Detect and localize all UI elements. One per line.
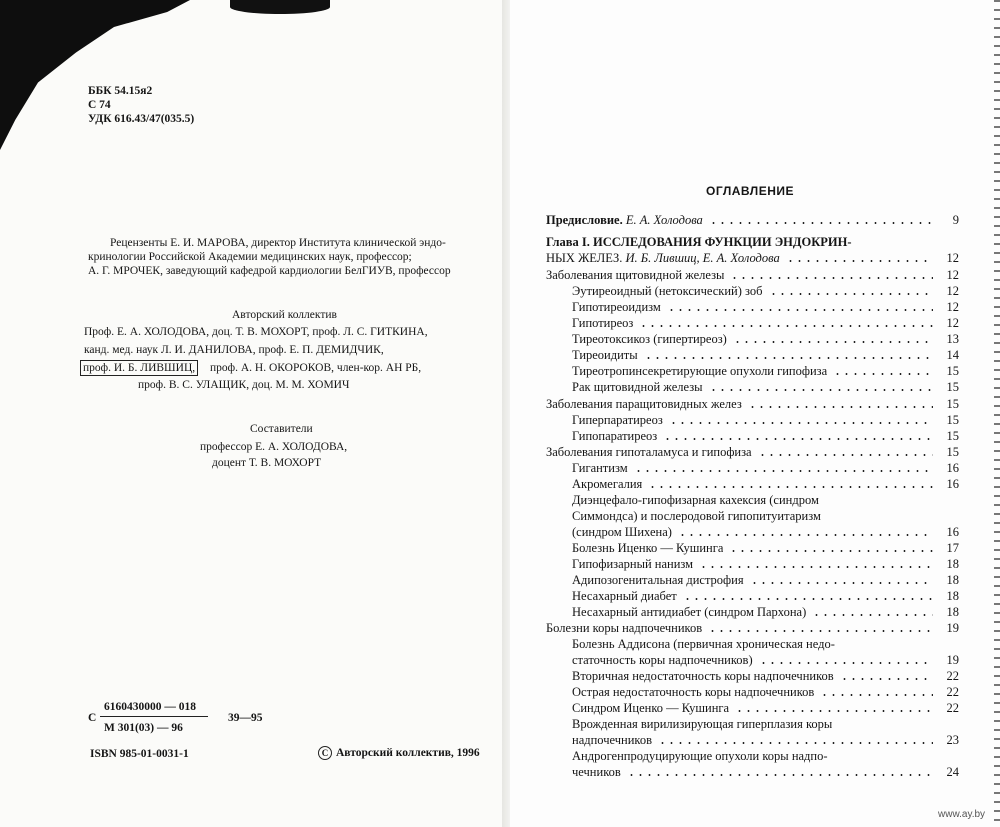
- toc-entry-title-text: Гипопаратиреоз: [572, 429, 658, 443]
- toc-entry-title-text: Акромегалия: [572, 477, 643, 491]
- toc-page-number: 16: [946, 477, 959, 491]
- toc-page-number: 15: [946, 429, 959, 443]
- toc-page-number: 24: [946, 765, 959, 779]
- toc-dot-leader: [678, 534, 933, 536]
- toc-entry: [546, 347, 959, 363]
- toc-entry-title: [572, 412, 663, 428]
- toc-entry-title-text: Диэнцефало-гипофизарная кахексия (синдром: [572, 493, 819, 507]
- toc-entry-title-text: Гипотиреоз: [572, 316, 634, 330]
- toc-entry-title-text: Острая недостаточность коры надпочечников: [572, 685, 815, 699]
- toc-dot-leader: [639, 325, 933, 327]
- toc-entry: [546, 716, 959, 732]
- toc-entry: [546, 396, 959, 412]
- catalog-numerator: 6160430000 — 018: [104, 701, 196, 713]
- toc-entry: [546, 684, 959, 700]
- toc-entry-title: [572, 732, 652, 748]
- toc-dot-leader: [748, 406, 933, 408]
- toc-entry-title: [546, 212, 703, 228]
- toc-page-number: 18: [946, 573, 959, 587]
- toc-entry-title: [572, 764, 621, 780]
- toc-entry: [546, 363, 959, 379]
- toc-dot-leader: [699, 566, 933, 568]
- toc-entry: [546, 331, 959, 347]
- author-mark: С 74: [88, 99, 111, 111]
- toc-dot-leader: [750, 582, 933, 584]
- toc-entry: [546, 748, 959, 764]
- toc-entry: [546, 476, 959, 492]
- toc-page-number: 9: [952, 213, 959, 227]
- toc-heading: ОГЛАВЛЕНИЕ: [706, 184, 795, 198]
- toc-dot-leader: [667, 309, 933, 311]
- toc-entry: [546, 283, 959, 299]
- toc-entry-title: [546, 396, 742, 412]
- watermark: www.ay.by: [938, 809, 986, 820]
- authors-line-3: проф. А. Н. ОКОРОКОВ, член-кор. АН РБ,: [210, 362, 422, 374]
- scan-edge: [994, 0, 1000, 827]
- toc-entry-author: Е. А. Холодова: [622, 213, 703, 227]
- toc-page-number: 15: [946, 413, 959, 427]
- toc-dot-leader: [833, 373, 933, 375]
- toc-entry-title-text: Болезнь Аддисона (первичная хроническая недо-: [572, 637, 835, 651]
- toc-dot-leader: [627, 774, 933, 776]
- toc-entry-title: [572, 331, 727, 347]
- toc-entry-title-text: Андрогенпродуцирующие опухоли коры надпо-: [572, 749, 828, 763]
- toc-entry-title: [572, 588, 677, 604]
- toc-entry-title-text: Тиреотоксикоз (гипертиреоз): [572, 332, 727, 346]
- toc-page-number: 12: [946, 284, 959, 298]
- toc-entry-title: [572, 748, 828, 764]
- toc-page-number: 22: [946, 685, 959, 699]
- toc-page-number: 18: [946, 589, 959, 603]
- toc-entry-title: [572, 347, 638, 363]
- toc-entry-title: [572, 299, 661, 315]
- toc-entry-title-text: статочность коры надпочечников): [572, 653, 753, 667]
- toc-dot-leader: [840, 678, 933, 680]
- toc-dot-leader: [786, 260, 933, 262]
- toc-entry-title: [572, 508, 821, 524]
- toc-page-number: 18: [946, 605, 959, 619]
- toc-entry-title: [572, 556, 693, 572]
- toc-entry: [546, 732, 959, 748]
- toc-dot-leader: [730, 277, 933, 279]
- toc-entry: [546, 588, 959, 604]
- toc-entry-title: [572, 460, 628, 476]
- reviewers-line-2: кринологии Российской Академии медицинских наук, профессор;: [88, 251, 412, 263]
- boxed-author: проф. И. Б. ЛИВШИЦ,: [80, 360, 198, 376]
- toc-entry-title-text: Несахарный диабет: [572, 589, 677, 603]
- toc-entry: [546, 299, 959, 315]
- toc-page-number: 16: [946, 525, 959, 539]
- toc-dot-leader: [812, 614, 933, 616]
- toc-page-number: 19: [946, 653, 959, 667]
- toc-entry: [546, 764, 959, 780]
- toc-dot-leader: [709, 222, 933, 224]
- toc-entry-title-text: Гипотиреоидизм: [572, 300, 661, 314]
- toc-entry: [546, 540, 959, 556]
- toc-dot-leader: [759, 662, 933, 664]
- authors-line-2: канд. мед. наук Л. И. ДАНИЛОВА, проф. Е. П. ДЕМИДЧИК,: [84, 344, 384, 356]
- toc-entry-title-text: Предисловие.: [546, 213, 623, 227]
- toc-entry-title-text: Глава I. ИССЛЕДОВАНИЯ ФУНКЦИИ ЭНДОКРИН-: [546, 235, 852, 249]
- toc-entry-title-text: Рак щитовидной железы: [572, 380, 703, 394]
- toc-entry-title-text: Несахарный антидиабет (синдром Пархона): [572, 605, 807, 619]
- toc-entry: [546, 636, 959, 652]
- toc-page-number: 12: [946, 251, 959, 265]
- toc-entry-title-text: Заболевания паращитовидных желез: [546, 397, 742, 411]
- toc-page-number: 15: [946, 397, 959, 411]
- toc-entry: [546, 412, 959, 428]
- toc-page-number: 15: [946, 445, 959, 459]
- toc-dot-leader: [758, 454, 933, 456]
- authors-line-4: проф. В. С. УЛАЩИК, доц. М. М. ХОМИЧ: [138, 379, 350, 391]
- toc-entry-title-text: Заболевания гипоталамуса и гипофиза: [546, 445, 752, 459]
- udk-code: УДК 616.43/47(035.5): [88, 113, 195, 125]
- toc-dot-leader: [729, 550, 933, 552]
- toc-dot-leader: [708, 630, 933, 632]
- toc-page-number: 17: [946, 541, 959, 555]
- toc-entry: [546, 572, 959, 588]
- copyright-icon: С: [318, 746, 332, 760]
- toc-entry-title-text: Гигантизм: [572, 461, 628, 475]
- toc-entry: [546, 700, 959, 716]
- toc-entry-title-text: надпочечников: [572, 733, 652, 747]
- toc-dot-leader: [658, 742, 933, 744]
- compilers-heading: Составители: [250, 423, 313, 435]
- right-page: [510, 0, 1000, 827]
- authors-heading: Авторский коллектив: [232, 309, 337, 321]
- toc-entry-title: [546, 250, 780, 266]
- toc-entry-title-text: Синдром Иценко — Кушинга: [572, 701, 730, 715]
- toc-entry-title: [572, 684, 814, 700]
- toc-entry: [546, 668, 959, 684]
- compiler-2: доцент Т. В. МОХОРТ: [212, 457, 322, 469]
- toc-entry-title-text: Тиреоидиты: [572, 348, 638, 362]
- toc-entry: [546, 267, 959, 283]
- toc-entry: [546, 620, 959, 636]
- toc-dot-leader: [709, 389, 933, 391]
- toc-dot-leader: [769, 293, 933, 295]
- toc-page-number: 18: [946, 557, 959, 571]
- toc-entry-title: [572, 428, 657, 444]
- toc-page-number: 19: [946, 621, 959, 635]
- toc-entry-title: [572, 492, 819, 508]
- toc-entry: [546, 492, 959, 508]
- toc-entry: [546, 234, 959, 250]
- toc-page-number: 22: [946, 669, 959, 683]
- reviewers-line-1: Рецензенты Е. И. МАРОВА, директор Института клинической эндо-: [110, 237, 446, 249]
- toc-dot-leader: [669, 422, 933, 424]
- toc-entry: [546, 604, 959, 620]
- toc-page-number: 12: [946, 300, 959, 314]
- reviewers-line-3: А. Г. МРОЧЕК, заведующий кафедрой кардиологии БелГИУВ, профессор: [88, 265, 451, 277]
- toc-entry-title: [572, 363, 827, 379]
- toc-entry: [546, 524, 959, 540]
- toc-entry: [546, 428, 959, 444]
- toc-entry: [546, 460, 959, 476]
- toc-entry: [546, 508, 959, 524]
- toc-dot-leader: [648, 486, 933, 488]
- toc-entry-title-text: Болезнь Иценко — Кушинга: [572, 541, 724, 555]
- toc-page-number: 12: [946, 268, 959, 282]
- toc-entry-title-text: НЫХ ЖЕЛЕЗ.: [546, 251, 623, 265]
- authors-line-1: Проф. Е. А. ХОЛОДОВА, доц. Т. В. МОХОРТ, проф. Л. С. ГИТКИНА,: [84, 326, 428, 338]
- toc-entry-title-text: Гипофизарный нанизм: [572, 557, 694, 571]
- catalog-fraction-line: [100, 716, 208, 717]
- toc-page-number: 22: [946, 701, 959, 715]
- toc-dot-leader: [820, 694, 933, 696]
- toc-entry-title-text: Симмондса) и послеродовой гипопитуитаризм: [572, 509, 821, 523]
- compiler-1: профессор Е. А. ХОЛОДОВА,: [200, 441, 348, 453]
- scan-shadow-top: [230, 0, 330, 14]
- catalog-letter: С: [88, 712, 97, 724]
- toc-entry-title: [546, 234, 852, 250]
- toc-entry-title-text: Болезни коры надпочечников: [546, 621, 703, 635]
- toc-page-number: 16: [946, 461, 959, 475]
- isbn: ISBN 985-01-0031-1: [90, 748, 189, 760]
- toc-dot-leader: [733, 341, 933, 343]
- toc-entry: [546, 444, 959, 460]
- toc-page-number: 15: [946, 380, 959, 394]
- toc-entry-title: [572, 700, 729, 716]
- toc-entry: [546, 212, 959, 228]
- toc-entry-title: [572, 283, 763, 299]
- toc-entry-title: [572, 604, 806, 620]
- toc-entry-title: [572, 572, 744, 588]
- catalog-denominator: М 301(03) — 96: [104, 722, 183, 734]
- toc-page-number: 12: [946, 316, 959, 330]
- toc-entry-title: [572, 315, 633, 331]
- toc-entry-title: [546, 444, 752, 460]
- toc-entry-title-text: чечников: [572, 765, 621, 779]
- toc-entry-title-text: Гиперпаратиреоз: [572, 413, 663, 427]
- toc-entry-title-text: Заболевания щитовидной железы: [546, 268, 725, 282]
- toc-entry-title-text: Вторичная недостаточность коры надпочечников: [572, 669, 834, 683]
- table-of-contents: [546, 212, 959, 779]
- toc-entry-title-text: Эутиреоидный (нетоксический) зоб: [572, 284, 763, 298]
- toc-entry-title: [572, 668, 834, 684]
- toc-page-number: 13: [946, 332, 959, 346]
- toc-dot-leader: [663, 438, 933, 440]
- toc-entry: [546, 250, 959, 266]
- toc-entry-title: [546, 267, 724, 283]
- toc-entry-title-text: Тиреотропинсекретирующие опухоли гипофиза: [572, 364, 828, 378]
- scan-shadow: [0, 0, 190, 150]
- copyright: [318, 746, 480, 760]
- toc-entry-title-text: Врожденная вирилизирующая гиперплазия коры: [572, 717, 833, 731]
- toc-entry-title: [572, 652, 753, 668]
- toc-entry-title: [572, 636, 835, 652]
- bbk-code: ББК 54.15я2: [88, 85, 153, 97]
- toc-dot-leader: [683, 598, 933, 600]
- toc-page-number: 15: [946, 364, 959, 378]
- toc-entry: [546, 652, 959, 668]
- toc-entry-title: [572, 524, 672, 540]
- toc-entry-title: [572, 716, 832, 732]
- toc-entry: [546, 379, 959, 395]
- toc-dot-leader: [644, 357, 933, 359]
- toc-entry-author: И. Б. Лившиц, Е. А. Холодова: [622, 251, 780, 265]
- copyright-text: Авторский коллектив, 1996: [336, 747, 480, 759]
- toc-entry-title-text: (синдром Шихена): [572, 525, 672, 539]
- toc-entry-title: [572, 540, 723, 556]
- toc-entry-title: [572, 379, 703, 395]
- toc-entry-title-text: Адипозогенитальная дистрофия: [572, 573, 744, 587]
- toc-page-number: 14: [946, 348, 959, 362]
- toc-entry-title: [572, 476, 642, 492]
- toc-entry-title: [546, 620, 702, 636]
- toc-entry: [546, 556, 959, 572]
- catalog-suffix: 39—95: [228, 712, 263, 724]
- toc-entry: [546, 315, 959, 331]
- toc-dot-leader: [634, 470, 933, 472]
- toc-dot-leader: [735, 710, 933, 712]
- toc-page-number: 23: [946, 733, 959, 747]
